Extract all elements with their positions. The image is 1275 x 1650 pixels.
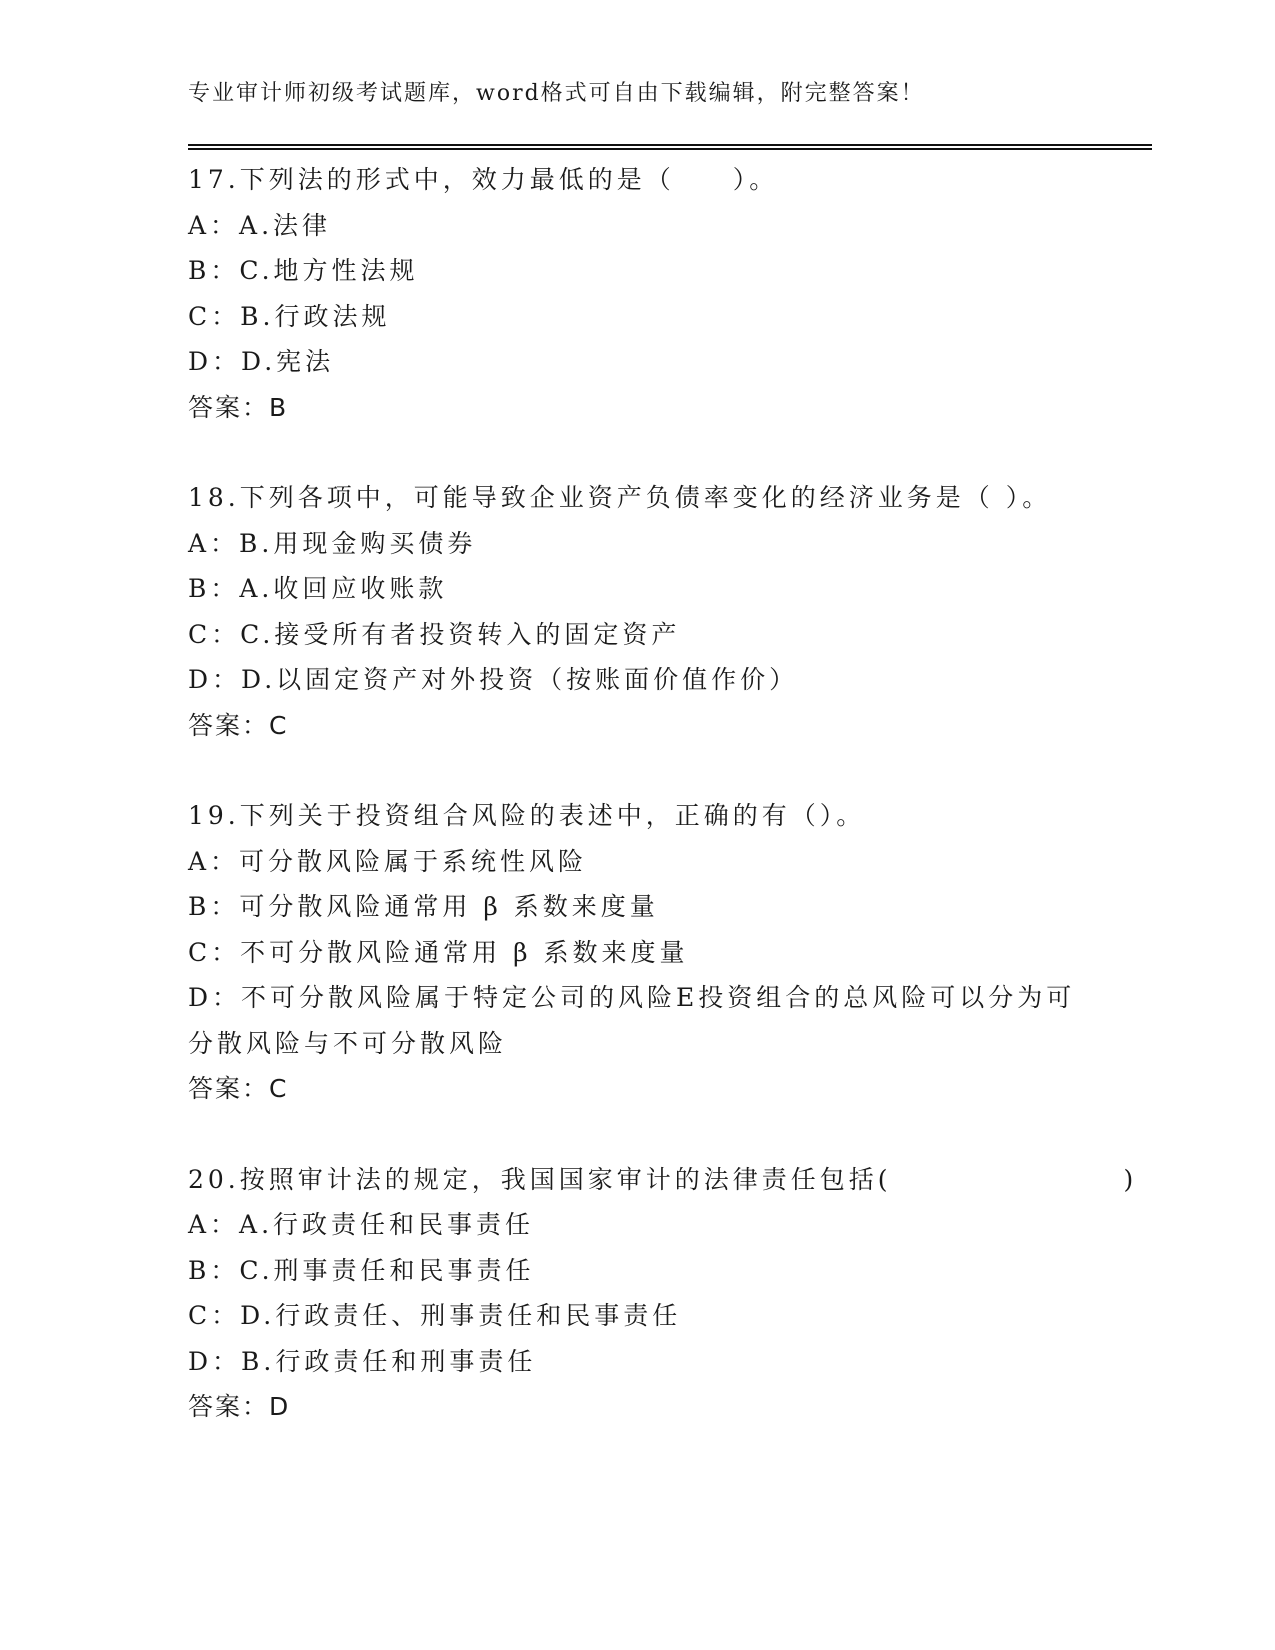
header-double-rule	[188, 144, 1152, 150]
option-a: A：可分散风险属于系统性风险	[188, 846, 588, 876]
option-d: D：D.宪法	[188, 347, 335, 376]
question-20	[188, 1157, 1138, 1430]
question-stem: 19.下列关于投资组合风险的表述中，正确的有（）。	[188, 801, 866, 830]
question-19	[188, 793, 1088, 1112]
option-d: D：D.以固定资产对外投资（按账面价值作价）	[188, 665, 799, 694]
answer-label: 答案：B	[188, 392, 289, 422]
question-stem: 20.按照审计法的规定，我国国家审计的法律责任包括( )	[188, 1164, 1138, 1194]
question-17	[188, 157, 1088, 430]
option-a: A：A.行政责任和民事责任	[188, 1210, 535, 1239]
answer-label: 答案：D	[188, 1392, 291, 1421]
option-c: C：不可分散风险通常用 β 系数来度量	[188, 937, 689, 967]
option-d: D：B.行政责任和刑事责任	[188, 1346, 537, 1376]
question-stem: 18.下列各项中，可能导致企业资产负债率变化的经济业务是（ ）。	[188, 483, 1052, 512]
option-b: B：可分散风险通常用 β 系数来度量	[188, 892, 659, 921]
option-a: A：A.法律	[188, 210, 332, 240]
answer-label: 答案：C	[188, 710, 289, 740]
option-c: C：D.行政责任、刑事责任和民事责任	[188, 1301, 682, 1330]
option-b: B：C.地方性法规	[188, 256, 419, 285]
question-stem: 17.下列法的形式中，效力最低的是（ ）。	[188, 165, 779, 194]
option-a: A：B.用现金购买债券	[188, 528, 477, 558]
question-list	[188, 157, 1138, 1475]
page-header-text: 专业审计师初级考试题库，word格式可自由下载编辑，附完整答案！	[188, 81, 925, 106]
answer-label: 答案：C	[188, 1074, 289, 1103]
option-c: C：B.行政法规	[188, 301, 391, 331]
option-b: B：A.收回应收账款	[188, 574, 448, 603]
option-d: D：不可分散风险属于特定公司的风险E投资组合的总风险可以分为可分散风险与不可分散风险	[188, 983, 1076, 1058]
question-18	[188, 475, 1088, 748]
option-b: B：C.刑事责任和民事责任	[188, 1255, 535, 1285]
option-c: C：C.接受所有者投资转入的固定资产	[188, 619, 681, 649]
